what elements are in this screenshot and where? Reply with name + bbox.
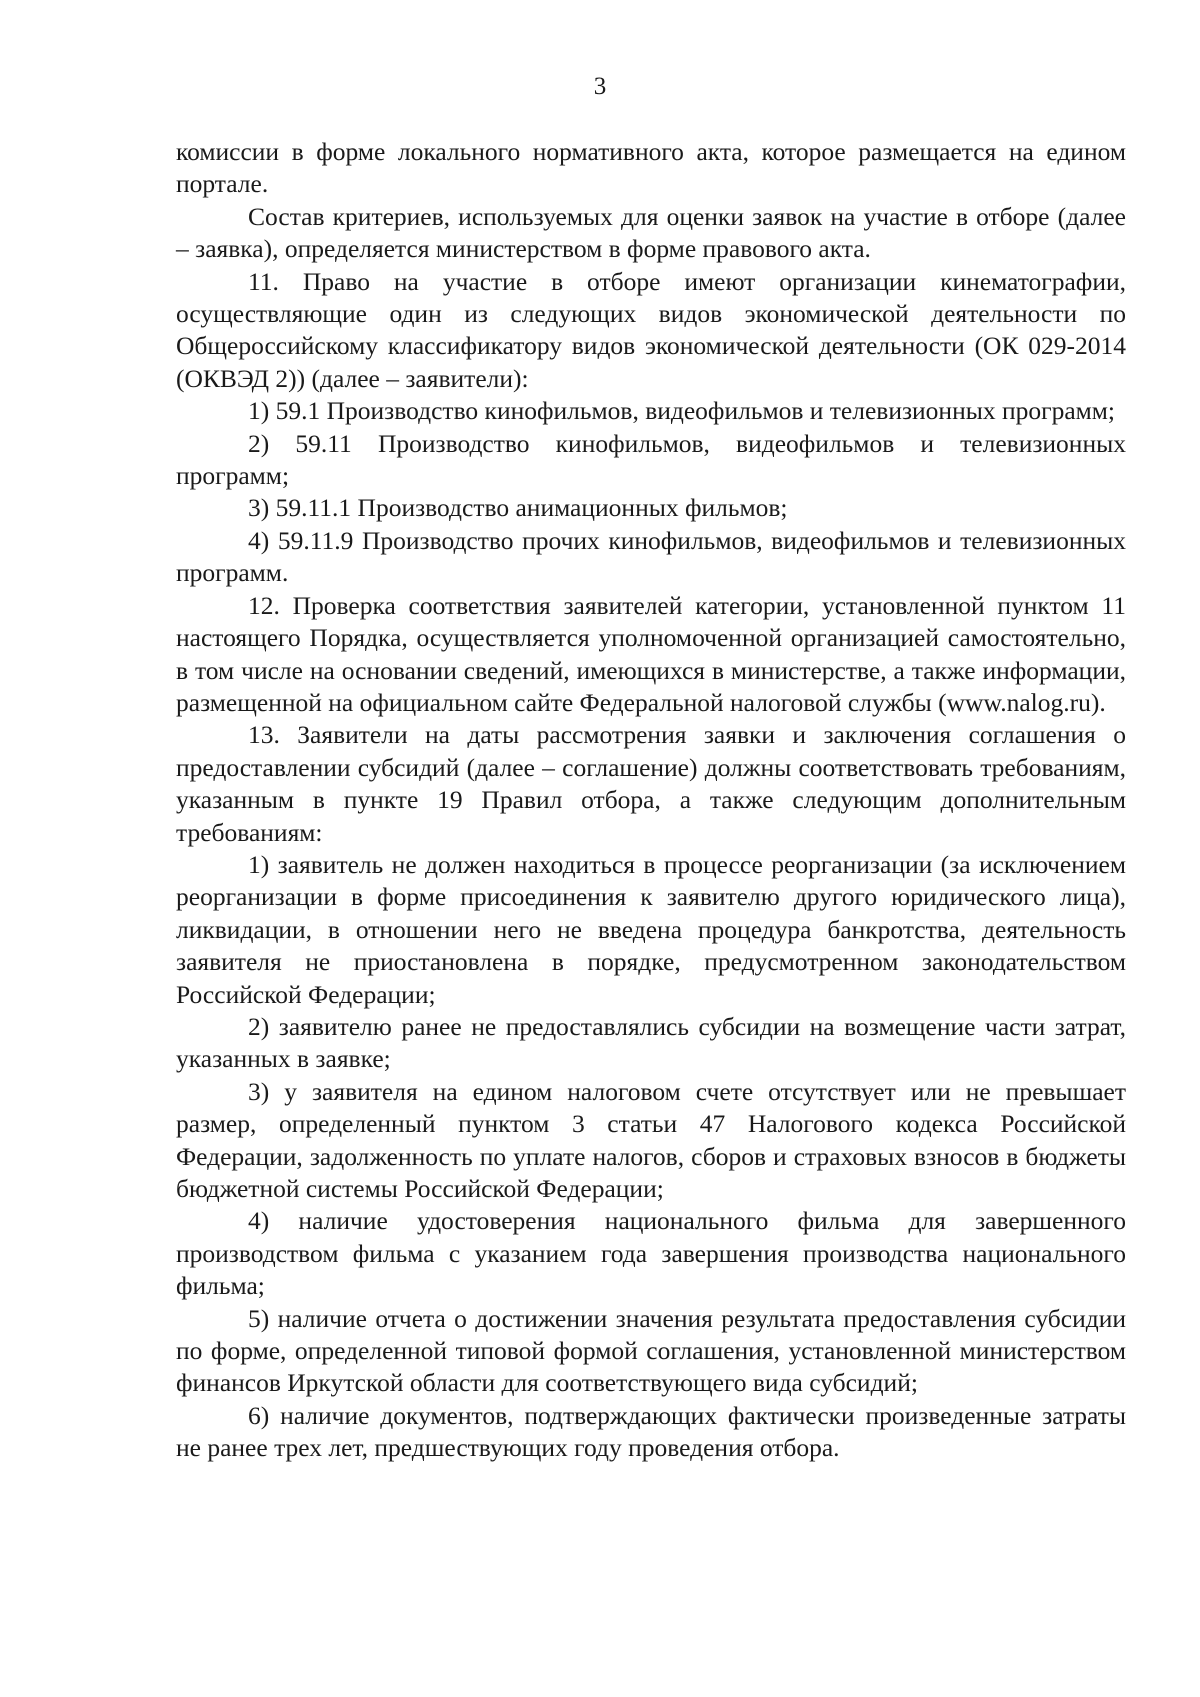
document-body	[176, 136, 1126, 1465]
list-item-13-3: 3) у заявителя на едином налоговом счете отсутствует или не превышает размер, определенный пунктом 3 статьи 47 Налогового кодекса Российской Федерации, задолженность по уплате налогов, сборов и страховых взносов в бюджеты бюджетной системы Российской Федерации;	[176, 1076, 1126, 1203]
list-item-13-4: 4) наличие удостоверения национального фильма для завершенного производством фильма с указанием года завершения производства национального фильма;	[176, 1206, 1126, 1301]
paragraph-11: 11. Право на участие в отборе имеют организации кинематографии, осуществляющие один из следующих видов экономической деятельности по Общероссийскому классификатору видов экономической деятельности (ОК 029-2014 (ОКВЭД 2)) (далее – заявители):	[176, 266, 1126, 393]
list-item-13-6: 6) наличие документов, подтверждающих фактически произведенные затраты не ранее трех лет, предшествующих году проведения отбора.	[176, 1400, 1126, 1463]
paragraph-criteria: Состав критериев, используемых для оценки заявок на участие в отборе (далее – заявка), определяется министерством в форме правового акта.	[176, 201, 1126, 264]
list-item-11-1: 1) 59.1 Производство кинофильмов, видеофильмов и телевизионных программ;	[248, 396, 1116, 426]
paragraph-12: 12. Проверка соответствия заявителей категории, установленной пунктом 11 настоящего Порядка, осуществляется уполномоченной организацией самостоятельно, в том числе на основании сведений, имеющихся в министерстве, а также информации, размещенной на официальном сайте Федеральной налоговой службы (www.nalog.ru).	[176, 590, 1126, 717]
list-item-11-4: 4) 59.11.9 Производство прочих кинофильмов, видеофильмов и телевизионных программ.	[176, 525, 1126, 588]
list-item-13-1: 1) заявитель не должен находиться в процессе реорганизации (за исключением реорганизации в форме присоединения к заявителю другого юридического лица), ликвидации, в отношении него не введена процедура банкротства, деятельность заявителя не приостановлена в порядке, предусмотренном законодательством Российской Федерации;	[176, 849, 1126, 1009]
list-item-11-2: 2) 59.11 Производство кинофильмов, видеофильмов и телевизионных программ;	[176, 428, 1126, 491]
paragraph-13: 13. Заявители на даты рассмотрения заявки и заключения соглашения о предоставлении субсидий (далее – соглашение) должны соответствовать требованиям, указанным в пункте 19 Правил отбора, а также следующим дополнительным требованиям:	[176, 720, 1126, 847]
page-number: 3	[593, 73, 607, 100]
list-item-13-2: 2) заявителю ранее не предоставлялись субсидии на возмещение части затрат, указанных в заявке;	[176, 1011, 1126, 1074]
list-item-13-5: 5) наличие отчета о достижении значения результата предоставления субсидии по форме, определенной типовой формой соглашения, установленной министерством финансов Иркутской области для соответствующего вида субсидий;	[176, 1303, 1126, 1398]
paragraph-continuation: комиссии в форме локального нормативного акта, которое размещается на едином портале.	[176, 137, 1126, 199]
list-item-11-3: 3) 59.11.1 Производство анимационных фильмов;	[248, 493, 788, 523]
